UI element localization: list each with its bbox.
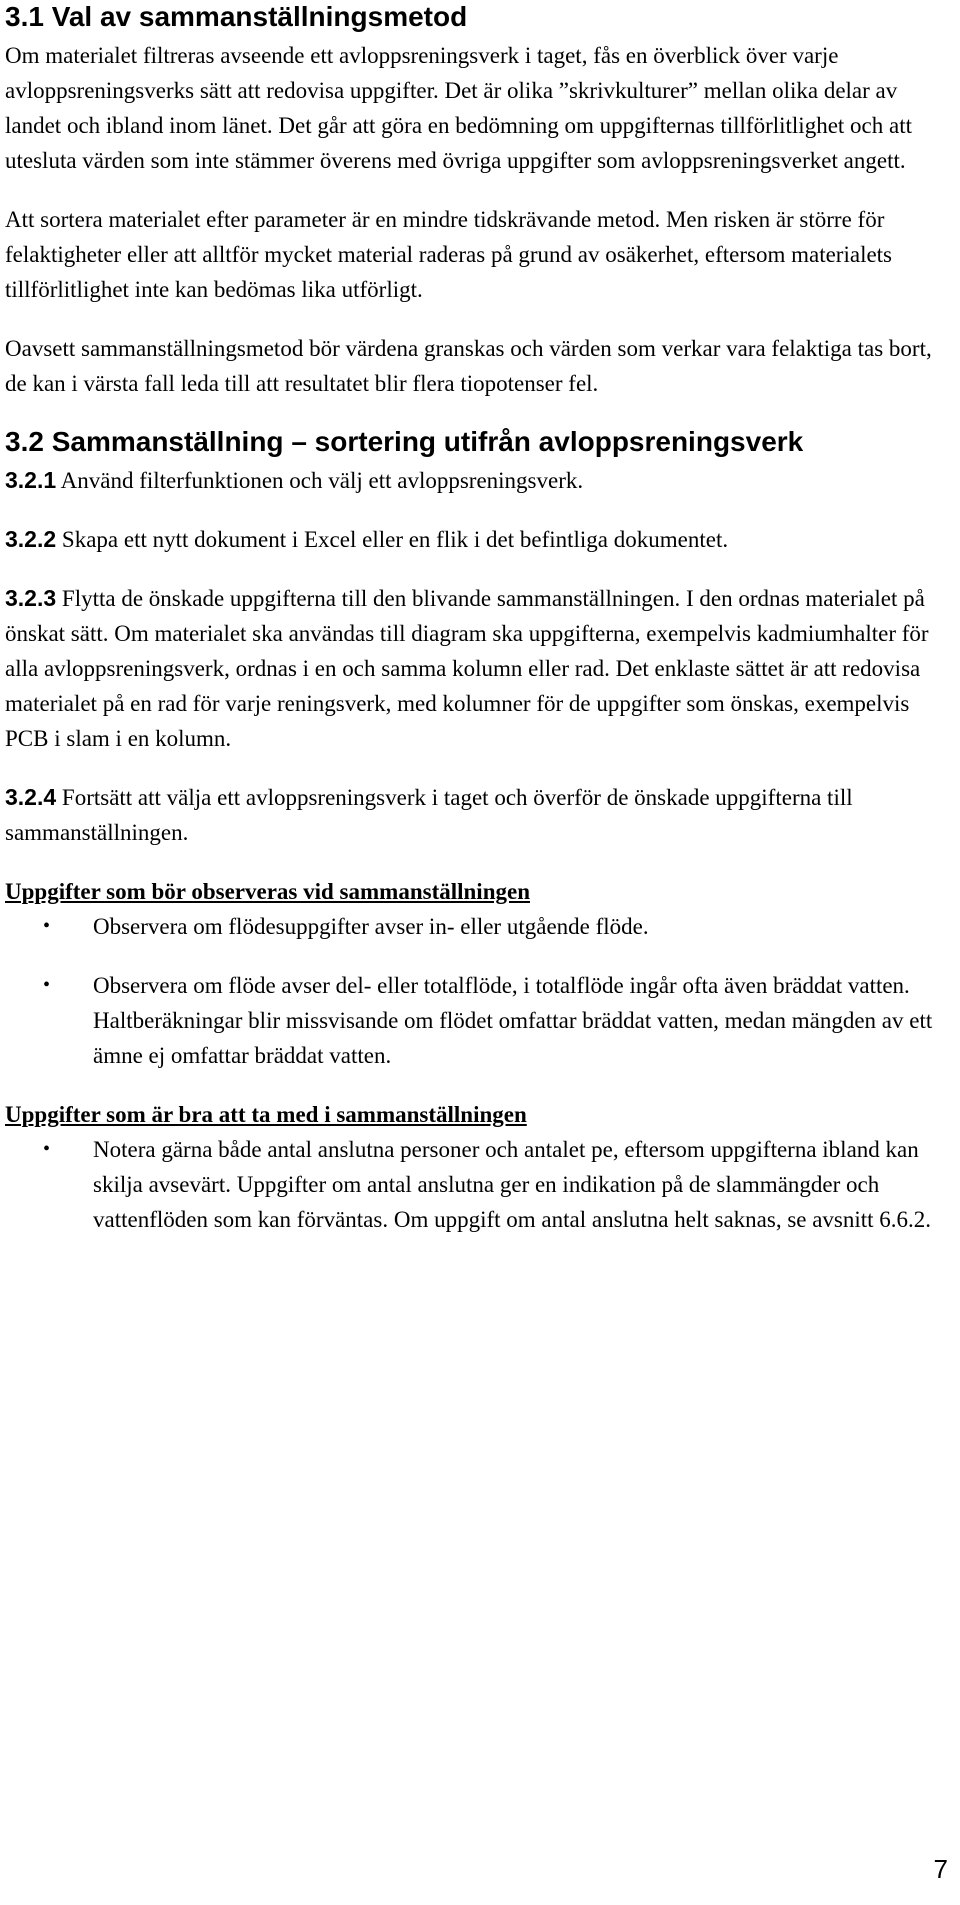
- step-3-2-1: [5, 463, 950, 498]
- step-text: Fortsätt att välja ett avloppsreningsverk i taget och överför de önskade uppgifterna till sammanställningen.: [5, 785, 853, 845]
- list-item-text: Notera gärna både antal anslutna personer och antalet pe, eftersom uppgifterna ibland kan skilja avsevärt. Uppgifter om antal anslutna ger en indikation på de slammängder och vattenflöden som kan förväntas. Om uppgift om antal anslutna helt saknas, se avsnitt 6.6.2.: [93, 1137, 932, 1232]
- list-item-text: Observera om flöde avser del- eller totalflöde, i totalflöde ingår ofta även bräddat vatten. Haltberäkningar blir missvisande om flödet omfattar bräddat vatten, medan mängden av ett ämne ej omfattar bräddat vatten.: [93, 973, 933, 1068]
- step-text: Flytta de önskade uppgifterna till den blivande sammanställningen. I den ordnas materialet på önskat sätt. Om materialet ska användas till diagram ska uppgifterna, exempelvis kadmiumhalter för alla avloppsreningsverk, ordnas i en och samma kolumn eller rad. Det enklaste sättet är att redovisa materialet på en rad för varje reningsverk, med kolumner för de uppgifter som önskas, exempelvis PCB i slam i en kolumn.: [5, 586, 929, 751]
- step-text: Använd filterfunktionen och välj ett avloppsreningsverk.: [56, 468, 584, 493]
- observe-list: [5, 909, 950, 1073]
- bullet-icon: •: [43, 1138, 51, 1160]
- list-item: [5, 1132, 950, 1237]
- include-heading: Uppgifter som är bra att ta med i sammanställningen: [5, 1102, 527, 1127]
- step-3-2-3: [5, 581, 950, 756]
- bullet-icon: •: [43, 915, 51, 937]
- document-page: [5, 0, 950, 1261]
- step-text: Skapa ett nytt dokument i Excel eller en flik i det befintliga dokumentet.: [56, 527, 729, 552]
- paragraph-2: Att sortera materialet efter parameter är en mindre tidskrävande metod. Men risken är större för felaktigheter eller att alltför mycket material raderas på grund av osäkerhet, eftersom materialets tillförlitlighet inte kan bedömas lika utförligt.: [5, 207, 893, 302]
- step-number: 3.2.4: [5, 784, 57, 810]
- paragraph-1: Om materialet filtreras avseende ett avloppsreningsverk i taget, fås en överblick över varje avloppsreningsverks sätt att redovisa uppgifter. Det är olika ”skrivkulturer” mellan olika delar av landet och ibland inom länet. Det går att göra en bedömning om uppgifternas tillförlitlighet och att utesluta värden som inte stämmer överens med övriga uppgifter som avloppsreningsverket angett.: [5, 43, 912, 173]
- step-number: 3.2.3: [5, 585, 57, 611]
- paragraph-3: Oavsett sammanställningsmetod bör värdena granskas och värden som verkar vara felaktiga tas bort, de kan i värsta fall leda till att resultatet blir flera tiopotenser fel.: [5, 336, 932, 396]
- step-number: 3.2.1: [5, 467, 57, 493]
- include-list: [5, 1132, 950, 1237]
- list-item: [5, 909, 950, 944]
- list-item-text: Observera om flödesuppgifter avser in- eller utgående flöde.: [93, 914, 649, 939]
- section-heading-3-1: 3.1 Val av sammanställningsmetod: [5, 1, 468, 32]
- step-3-2-2: [5, 522, 950, 557]
- list-item: [5, 968, 950, 1073]
- step-number: 3.2.2: [5, 526, 57, 552]
- step-3-2-4: [5, 780, 950, 850]
- section-heading-3-2: 3.2 Sammanställning – sortering utifrån avloppsreningsverk: [5, 426, 804, 457]
- page-number: 7: [933, 1854, 948, 1884]
- observe-heading: Uppgifter som bör observeras vid sammanställningen: [5, 879, 530, 904]
- bullet-icon: •: [43, 974, 51, 996]
